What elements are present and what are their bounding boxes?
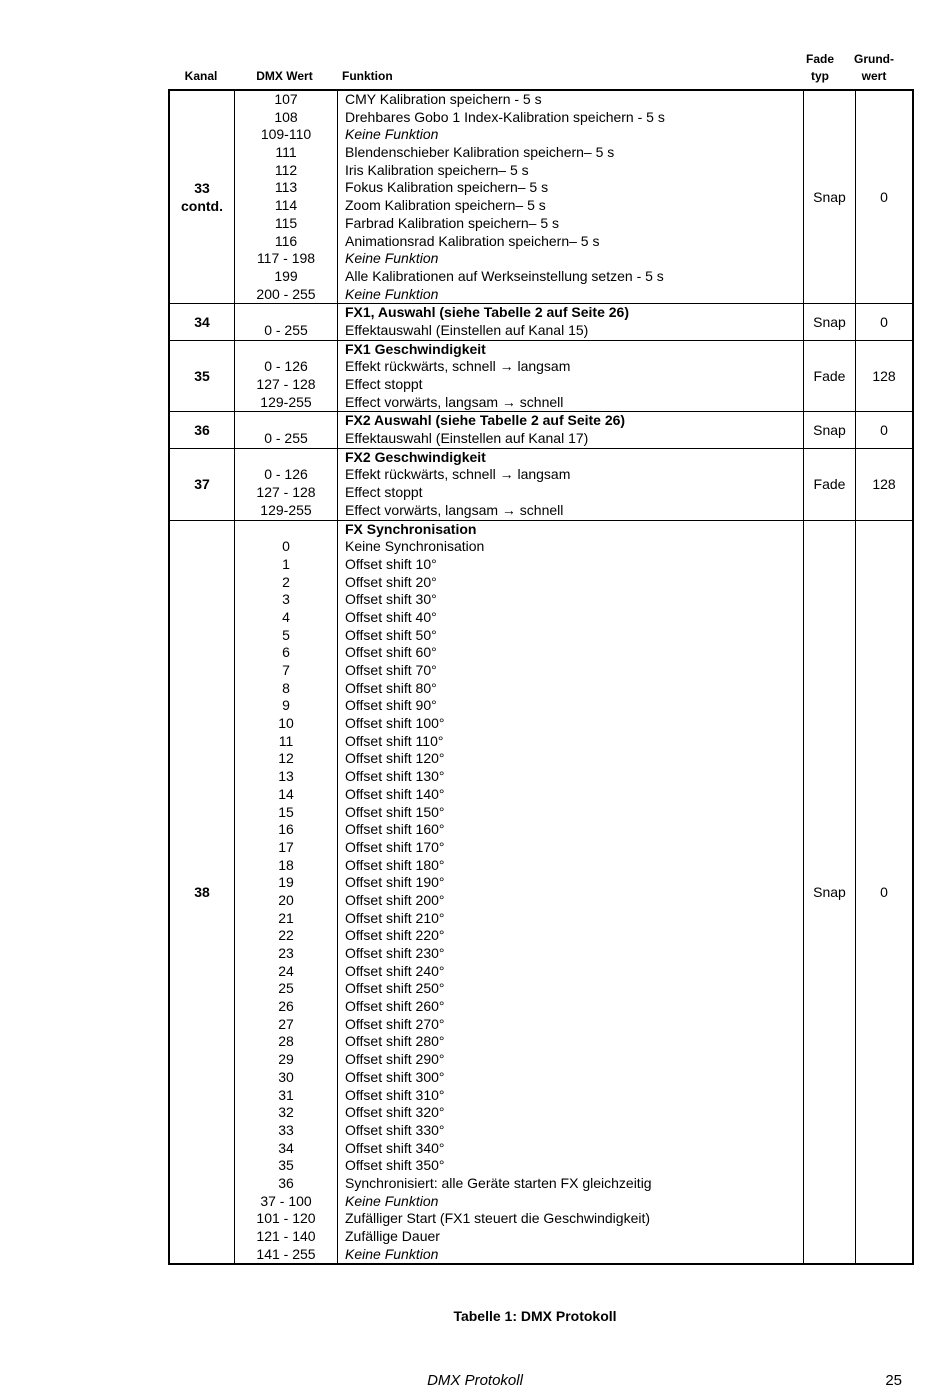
header-dmx-wert: DMX Wert (256, 69, 313, 83)
dmx-value: 0 (282, 538, 290, 555)
dmx-value: 199 (274, 267, 298, 284)
page-number: 25 (885, 1372, 902, 1389)
dmx-value: 0 - 126 (264, 466, 308, 483)
dmx-value: 18 (278, 856, 294, 873)
function-text: Effect stoppt (345, 484, 423, 501)
channel-row (169, 520, 913, 1264)
dmx-value: 141 - 255 (256, 1245, 316, 1262)
dmx-value: 115 (274, 214, 298, 231)
dmx-value: 21 (278, 909, 294, 926)
function-text: Offset shift 10° (345, 555, 437, 572)
functions (338, 90, 804, 304)
dmx-value: 24 (278, 962, 294, 979)
function-text: Offset shift 320° (345, 1104, 445, 1121)
dmx-value (235, 412, 337, 430)
dmx-value: 33 (278, 1121, 294, 1138)
channel-label: contd. (181, 198, 223, 215)
dmx-value: 200 - 255 (256, 285, 316, 302)
footer-title: DMX Protokoll (427, 1372, 523, 1389)
header-funktion: Funktion (342, 69, 393, 83)
channel-row (169, 304, 913, 340)
dmx-value (235, 521, 337, 539)
function-text: Keine Funktion (345, 126, 439, 143)
function-text: Effektauswahl (Einstellen auf Kanal 15) (345, 321, 589, 338)
default-value: 0 (856, 520, 914, 1264)
fade-type: Snap (804, 90, 856, 304)
default-value: 128 (856, 448, 914, 520)
function-text: Offset shift 350° (345, 1157, 445, 1174)
channel-label: 38 (194, 883, 210, 900)
functions (338, 448, 804, 520)
function-text: Blendenschieber Kalibration speichern– 5 s (345, 144, 615, 161)
fade-type: Snap (804, 304, 856, 340)
dmx-value: 3 (282, 591, 290, 608)
function-text: Offset shift 270° (345, 1015, 445, 1032)
dmx-value: 101 - 120 (256, 1210, 316, 1227)
dmx-value: 17 (278, 838, 294, 855)
dmx-value: 107 (274, 91, 298, 107)
dmx-values (235, 448, 338, 520)
dmx-value: 114 (274, 197, 298, 214)
channel-row (169, 412, 913, 448)
dmx-value: 0 - 126 (264, 358, 308, 375)
function-text: Offset shift 70° (345, 662, 437, 678)
fade-type: Snap (804, 520, 856, 1264)
channel-row (169, 90, 913, 304)
function-heading: FX Synchronisation (345, 520, 477, 537)
function-text: Effect stoppt (345, 376, 423, 392)
dmx-value: 127 - 128 (256, 376, 316, 392)
dmx-values (235, 412, 338, 448)
function-text: Offset shift 170° (345, 838, 445, 855)
dmx-value: 20 (278, 891, 294, 908)
function-text: Offset shift 50° (345, 626, 437, 643)
function-text: Offset shift 230° (345, 945, 445, 961)
dmx-value: 5 (282, 626, 290, 643)
dmx-value: 31 (278, 1086, 294, 1103)
channel-row (169, 340, 913, 412)
dmx-value (235, 304, 337, 322)
function-text: Offset shift 250° (345, 980, 445, 997)
function-text: Offset shift 290° (345, 1051, 445, 1068)
header-grundwert: Grund- wert (854, 52, 894, 83)
function-text: Keine Synchronisation (345, 538, 485, 555)
dmx-value: 11 (278, 732, 294, 749)
function-text: Farbrad Kalibration speichern– 5 s (345, 214, 560, 231)
function-text: CMY Kalibration speichern - 5 s (345, 91, 542, 107)
function-text: Offset shift 80° (345, 679, 437, 696)
dmx-value: 129-255 (260, 393, 312, 410)
dmx-value: 26 (278, 998, 294, 1015)
header-kanal: Kanal (184, 69, 218, 83)
dmx-value: 0 - 255 (264, 430, 308, 447)
dmx-value: 29 (278, 1051, 294, 1068)
dmx-value: 25 (278, 980, 294, 997)
function-text: Offset shift 190° (345, 874, 445, 891)
function-text: Offset shift 160° (345, 821, 445, 838)
dmx-value: 37 - 100 (260, 1192, 312, 1209)
channel-label: 34 (194, 313, 210, 330)
fade-type: Snap (804, 412, 856, 448)
dmx-value (235, 449, 337, 467)
dmx-value: 15 (278, 803, 294, 820)
dmx-value: 14 (278, 785, 294, 802)
dmx-value: 30 (278, 1068, 294, 1085)
dmx-value: 4 (282, 608, 290, 625)
dmx-value: 0 - 255 (264, 321, 308, 338)
function-text: Fokus Kalibration speichern– 5 s (345, 179, 549, 196)
function-text: Keine Funktion (345, 1192, 439, 1209)
function-text: Offset shift 130° (345, 768, 445, 785)
dmx-value: 112 (274, 161, 298, 178)
function-text: Animationsrad Kalibration speichern– 5 s (345, 232, 600, 249)
function-text: Offset shift 60° (345, 644, 437, 661)
dmx-value: 22 (278, 927, 294, 944)
function-text: Effect vorwärts, langsam → schnell (345, 393, 564, 410)
dmx-values (235, 304, 338, 340)
function-heading: FX2 Geschwindigkeit (345, 448, 486, 465)
dmx-value: 1 (282, 555, 290, 572)
dmx-value: 32 (278, 1104, 294, 1121)
function-text: Alle Kalibrationen auf Werkseinstellung setzen - 5 s (345, 267, 664, 284)
dmx-values (235, 340, 338, 412)
function-text: Keine Funktion (345, 250, 439, 267)
function-text: Offset shift 140° (345, 785, 445, 802)
dmx-protocol-table (168, 89, 914, 1265)
function-text: Offset shift 20° (345, 573, 437, 590)
dmx-value: 116 (274, 232, 298, 249)
dmx-value: 109-110 (260, 126, 312, 143)
function-text: Offset shift 100° (345, 715, 445, 732)
channel-number (169, 340, 235, 412)
dmx-value: 2 (282, 573, 290, 590)
function-text: Iris Kalibration speichern– 5 s (345, 161, 529, 178)
functions (338, 520, 804, 1264)
function-text: Zufällige Dauer (345, 1228, 440, 1244)
dmx-value: 6 (282, 644, 290, 661)
function-heading: FX1 Geschwindigkeit (345, 340, 486, 357)
default-value: 0 (856, 90, 914, 304)
function-text: Offset shift 330° (345, 1121, 445, 1138)
channel-label: 36 (194, 422, 210, 439)
function-text: Keine Funktion (345, 1245, 439, 1262)
function-text: Offset shift 30° (345, 591, 437, 608)
function-text: Offset shift 240° (345, 962, 445, 979)
function-text: Offset shift 110° (345, 732, 444, 749)
function-text: Offset shift 90° (345, 697, 437, 714)
function-text: Effekt rückwärts, schnell → langsam (345, 358, 571, 375)
channel-number (169, 520, 235, 1264)
function-text: Effekt rückwärts, schnell → langsam (345, 466, 571, 483)
dmx-value: 27 (278, 1015, 294, 1032)
dmx-value: 23 (278, 945, 294, 961)
channel-number (169, 412, 235, 448)
fade-type: Fade (804, 340, 856, 412)
channel-label: 33 (194, 180, 210, 197)
table-caption: Tabelle 1: DMX Protokoll (453, 1308, 617, 1324)
function-text: Offset shift 300° (345, 1068, 445, 1085)
function-text: Offset shift 210° (345, 909, 445, 926)
channel-number (169, 90, 235, 304)
default-value: 0 (856, 412, 914, 448)
function-text: Effektauswahl (Einstellen auf Kanal 17) (345, 430, 589, 447)
dmx-value: 19 (278, 874, 294, 891)
function-text: Offset shift 310° (345, 1086, 445, 1103)
dmx-value: 7 (282, 662, 290, 678)
dmx-value: 16 (278, 821, 294, 838)
dmx-value: 12 (278, 750, 294, 767)
function-text: Drehbares Gobo 1 Index-Kalibration speichern - 5 s (345, 108, 665, 125)
function-text: Effect vorwärts, langsam → schnell (345, 501, 564, 518)
functions (338, 340, 804, 412)
dmx-value (235, 341, 337, 359)
function-text: Offset shift 200° (345, 891, 445, 908)
function-text: Synchronisiert: alle Geräte starten FX gleichzeitig (345, 1174, 652, 1191)
functions (338, 304, 804, 340)
function-text: Offset shift 180° (345, 856, 445, 873)
dmx-value: 129-255 (260, 501, 312, 518)
function-text: Offset shift 280° (345, 1033, 445, 1050)
function-text: Offset shift 260° (345, 998, 445, 1015)
default-value: 128 (856, 340, 914, 412)
dmx-value: 127 - 128 (256, 484, 316, 501)
dmx-value: 8 (282, 679, 290, 696)
function-heading: FX2 Auswahl (siehe Tabelle 2 auf Seite 26) (345, 412, 626, 429)
function-text: Offset shift 220° (345, 927, 445, 944)
channel-number (169, 448, 235, 520)
functions (338, 412, 804, 448)
function-text: Zoom Kalibration speichern– 5 s (345, 197, 546, 214)
function-text: Zufälliger Start (FX1 steuert die Geschwindigkeit) (345, 1210, 651, 1227)
function-text: Offset shift 40° (345, 608, 437, 625)
function-heading: FX1, Auswahl (siehe Tabelle 2 auf Seite 26) (345, 304, 629, 321)
dmx-value: 28 (278, 1033, 294, 1050)
dmx-value: 113 (274, 179, 298, 196)
dmx-value: 111 (275, 144, 297, 161)
channel-label: 37 (194, 476, 210, 493)
dmx-value: 117 - 198 (256, 250, 316, 267)
channel-number (169, 304, 235, 340)
function-text: Offset shift 120° (345, 750, 445, 767)
function-text: Keine Funktion (345, 285, 439, 302)
fade-type: Fade (804, 448, 856, 520)
dmx-value: 13 (278, 768, 294, 785)
dmx-value: 35 (278, 1157, 294, 1174)
channel-label: 35 (194, 368, 210, 384)
function-text: Offset shift 340° (345, 1139, 445, 1156)
header-fade-typ: Fade typ (805, 52, 834, 83)
dmx-values (235, 520, 338, 1264)
dmx-value: 121 - 140 (256, 1228, 316, 1244)
dmx-value: 36 (278, 1174, 294, 1191)
default-value: 0 (856, 304, 914, 340)
channel-row (169, 448, 913, 520)
dmx-values (235, 90, 338, 304)
dmx-value: 34 (278, 1139, 294, 1156)
function-text: Offset shift 150° (345, 803, 445, 820)
dmx-value: 10 (278, 715, 294, 732)
dmx-value: 9 (282, 697, 290, 714)
dmx-value: 108 (274, 108, 298, 125)
